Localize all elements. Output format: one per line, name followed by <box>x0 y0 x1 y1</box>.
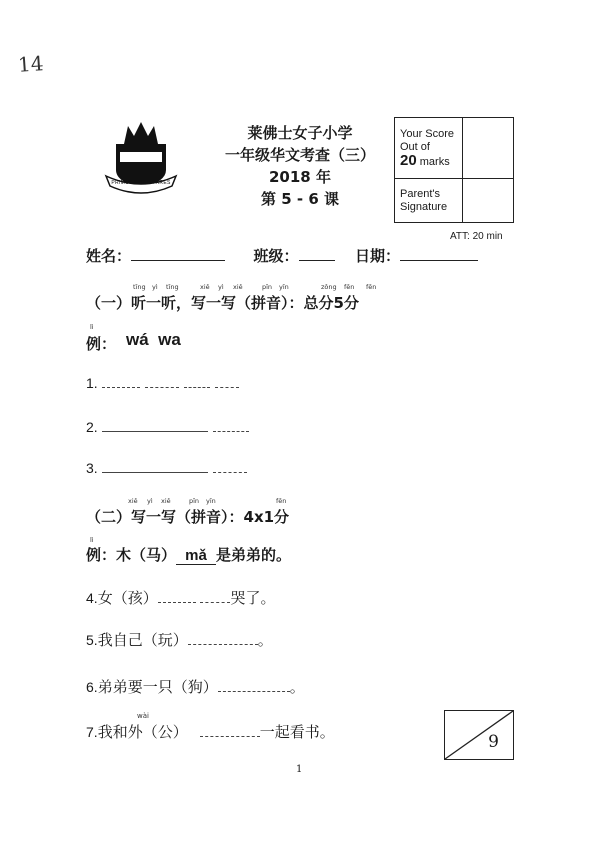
pinyin-yi: yì <box>152 283 158 291</box>
section2-title: （二）写一写（拼音）：4x1分 <box>86 508 290 526</box>
exam-lessons: 第 5 - 6 课 <box>261 190 339 208</box>
pinyin-pin: pīn <box>189 497 200 505</box>
date-label: 日期： <box>354 247 400 265</box>
pinyin-pin: pīn <box>262 283 273 291</box>
section-mark-box <box>444 710 514 760</box>
pinyin-yi: yì <box>147 497 153 505</box>
total-marks: 20 <box>400 152 417 169</box>
section2-example: 例：木（马） mǎ 是弟弟的。 <box>86 546 292 564</box>
write-item: 5.我自己（玩） 。 <box>86 631 273 649</box>
pinyin-xie: xiě <box>161 497 171 505</box>
out-of-label: Out of <box>400 141 430 153</box>
name-field[interactable] <box>131 246 225 261</box>
pinyin-yi: yì <box>218 283 224 291</box>
listen-item: 1. <box>86 374 239 392</box>
section1-title: （一）听一听，写一写（拼音）：总分5分 <box>86 294 359 312</box>
listen-item: 2. <box>86 418 249 436</box>
answer-blank[interactable] <box>200 724 260 737</box>
pinyin-ting: tīng <box>166 283 179 291</box>
answer-blank[interactable] <box>102 375 140 388</box>
example-answer: mǎ <box>176 547 216 565</box>
write-item: 7.我和外（公） 一起看书。 <box>86 723 335 741</box>
pinyin-li: lì <box>90 536 94 544</box>
pinyin-yin: yīn <box>206 497 216 505</box>
example-label: 例： <box>86 335 117 353</box>
page-number: 1 <box>296 764 303 775</box>
answer-blank[interactable] <box>102 419 208 432</box>
answer-blank[interactable] <box>188 632 258 645</box>
school-crest-logo <box>102 118 180 198</box>
exam-year: 2018 年 <box>269 168 331 186</box>
answer-blank[interactable] <box>158 590 196 603</box>
school-name: 莱佛士女子小学 <box>247 124 353 142</box>
student-info-line <box>86 245 478 266</box>
pinyin-fen: fēn <box>276 497 287 505</box>
pinyin-fen: fēn <box>366 283 377 291</box>
answer-blank[interactable] <box>200 590 230 603</box>
pinyin-xie: xiě <box>233 283 243 291</box>
pinyin-wai: wài <box>137 712 149 720</box>
parents-label: Parent's <box>400 188 441 200</box>
pinyin-fen: fēn <box>344 283 355 291</box>
answer-blank[interactable] <box>218 679 290 692</box>
exam-title-block <box>210 122 390 210</box>
class-label: 班级： <box>253 247 299 265</box>
date-field[interactable] <box>400 246 478 261</box>
handwritten-score: 14 <box>17 51 45 77</box>
marks-label: marks <box>419 156 450 168</box>
pinyin-xie: xiě <box>128 497 138 505</box>
answer-blank[interactable] <box>213 460 247 473</box>
allotted-time: ATT: 20 min <box>450 231 503 242</box>
pinyin-xie: xiě <box>200 283 210 291</box>
example-pinyin-answer: wá wa <box>126 330 181 349</box>
answer-blank[interactable] <box>102 460 208 473</box>
listen-item: 3. <box>86 459 247 477</box>
school-motto: PRIMUS INTER PARES <box>111 180 171 186</box>
pinyin-li: lì <box>90 323 94 331</box>
score-box <box>394 117 514 223</box>
pinyin-yin: yīn <box>279 283 289 291</box>
name-label: 姓名： <box>86 247 132 265</box>
class-field[interactable] <box>299 246 335 261</box>
exam-name: 一年级华文考查（三） <box>224 146 375 164</box>
answer-blank[interactable] <box>145 375 179 388</box>
answer-blank[interactable] <box>213 419 249 432</box>
answer-blank[interactable] <box>184 375 210 388</box>
signature-label: Signature <box>400 201 448 213</box>
your-score-label: Your Score <box>400 128 455 140</box>
write-item: 4.女（孩） 哭了。 <box>86 589 276 607</box>
section-mark-value: 9 <box>488 732 499 752</box>
pinyin-ting: tīng <box>133 283 146 291</box>
pinyin-zong: zǒng <box>321 283 337 291</box>
write-item: 6.弟弟要一只（狗） 。 <box>86 678 305 696</box>
answer-blank[interactable] <box>215 375 239 388</box>
